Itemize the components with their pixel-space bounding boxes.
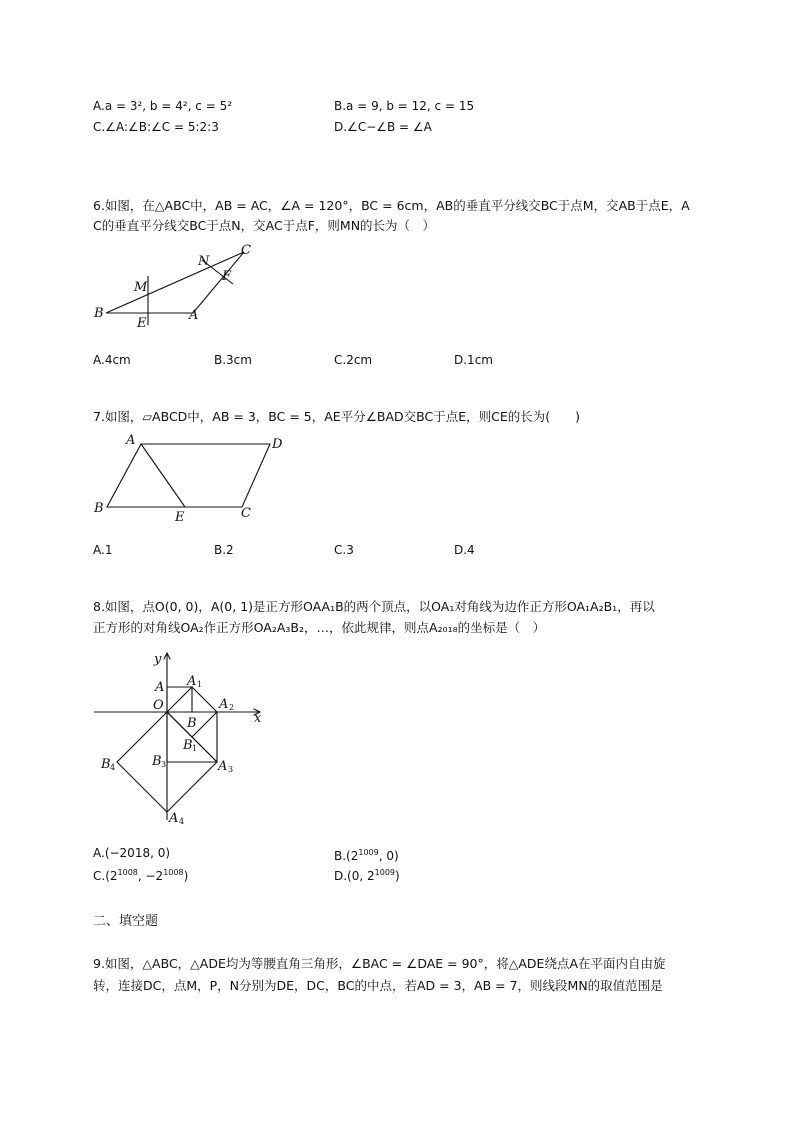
q6-label-f: F (222, 269, 232, 284)
section-title-fill-in: 二、填空题 (93, 914, 159, 929)
q5-option-c: C.∠A:∠B:∠C = 5:2:3 (93, 120, 219, 134)
q7-option-a: A.1 (93, 543, 113, 557)
q7-figure (90, 430, 290, 525)
q6-text-line1: 6.如图，在△ABC中，AB = AC，∠A = 120°，BC = 6cm，AB的垂直平分线交BC于点M，交AB于点E，A (93, 198, 690, 213)
q8-label-b1-sub: 1 (192, 744, 198, 753)
q7-option-b: B.2 (214, 543, 234, 557)
q8-option-b-base: B.(2 (334, 849, 359, 863)
q9-text-line1: 9.如图，△ABC，△ADE均为等腰直角三角形，∠BAC = ∠DAE = 90°，将△ADE绕点A在平面内自由旋 (93, 956, 666, 971)
q8-option-d-exponent: 1009 (374, 868, 395, 877)
q6-label-m: M (134, 280, 148, 295)
q6-option-d: D.1cm (454, 353, 493, 367)
q6-figure (90, 240, 270, 335)
q8-label-o: O (153, 698, 164, 713)
q7-label-a: A (126, 433, 136, 448)
q8-label-b3: B (152, 754, 162, 769)
q7-parallelogram (107, 444, 270, 507)
q6-label-e: E (137, 316, 147, 331)
q5-option-b: B.a = 9, b = 12, c = 15 (334, 99, 475, 113)
q8-option-c-exponent2: 1008 (163, 868, 184, 877)
q8-label-a4-sub: 4 (179, 817, 185, 826)
q6-option-b: B.3cm (214, 353, 252, 367)
q6-option-c: C.2cm (334, 353, 373, 367)
q8-text-line2: 正方形的对角线OA₂作正方形OA₂A₃B₂，…，依此规律，则点A₂₀₁₈的坐标是（ ） (93, 620, 546, 635)
q8-option-d-base: D.(0, 2 (334, 869, 375, 883)
q8-label-b3-sub: 3 (161, 760, 167, 769)
q8-option-b-exponent: 1009 (358, 848, 379, 857)
q7-label-c: C (241, 506, 251, 521)
q8-label-a2: A (219, 697, 229, 712)
q8-label-a3-sub: 3 (228, 765, 234, 774)
q8-option-c-tail: ) (183, 869, 189, 883)
q5-option-d: D.∠C−∠B = ∠A (334, 120, 432, 134)
q8-option-c-mid: , −2 (137, 869, 164, 883)
q6-label-n: N (198, 254, 210, 269)
q5-option-a: A.a = 3², b = 4², c = 5² (93, 99, 233, 113)
q8-option-d (334, 864, 400, 885)
q8-option-c (93, 864, 188, 885)
q8-label-y: y (154, 652, 162, 667)
q9-text-line2: 转，连接DC，点M，P，N分别为DE，DC，BC的中点，若AD = 3，AB = 7，则线段MN的取值范围是 (93, 978, 663, 993)
q7-segment-ae (141, 444, 185, 507)
q8-label-a4: A (169, 811, 179, 826)
q8-option-c-exponent1: 1008 (117, 868, 138, 877)
q7-label-d: D (272, 437, 283, 452)
q8-label-a1: A (187, 674, 197, 689)
q8-label-a: A (155, 680, 165, 695)
q8-option-d-tail: ) (395, 869, 400, 883)
q8-option-c-base: C.(2 (93, 869, 118, 883)
q7-label-b: B (94, 501, 104, 516)
q8-option-a: A.(−2018, 0) (93, 846, 171, 860)
q6-option-a: A.4cm (93, 353, 131, 367)
q7-text-line1: 7.如图，▱ABCD中，AB = 3，BC = 5，AE平分∠BAD交BC于点E，则CE的长为( ) (93, 409, 581, 424)
q6-text-line2: C的垂直平分线交BC于点N，交AC于点F，则MN的长为（ ） (93, 218, 436, 233)
q8-label-a1-sub: 1 (197, 680, 203, 689)
q8-text-line1: 8.如图，点O(0, 0)，A(0, 1)是正方形OAA₁B的两个顶点，以OA₁对角线为边作正方形OA₁A₂B₁，再以 (93, 599, 655, 614)
q8-option-b (334, 844, 399, 865)
q6-label-b: B (94, 306, 104, 321)
q7-option-c: C.3 (334, 543, 354, 557)
q6-label-c: C (241, 243, 251, 258)
q8-figure (90, 645, 270, 830)
q8-label-b1: B (183, 738, 193, 753)
q8-label-a3: A (218, 759, 228, 774)
q7-label-e: E (175, 510, 185, 525)
q8-label-b4: B (101, 757, 111, 772)
q8-label-b: B (187, 716, 197, 731)
q8-label-b4-sub: 4 (110, 763, 116, 772)
q8-label-a2-sub: 2 (229, 703, 235, 712)
q8-label-x: x (254, 711, 262, 726)
q6-label-a: A (189, 308, 199, 323)
q8-option-b-tail: , 0) (378, 849, 399, 863)
q7-option-d: D.4 (454, 543, 475, 557)
